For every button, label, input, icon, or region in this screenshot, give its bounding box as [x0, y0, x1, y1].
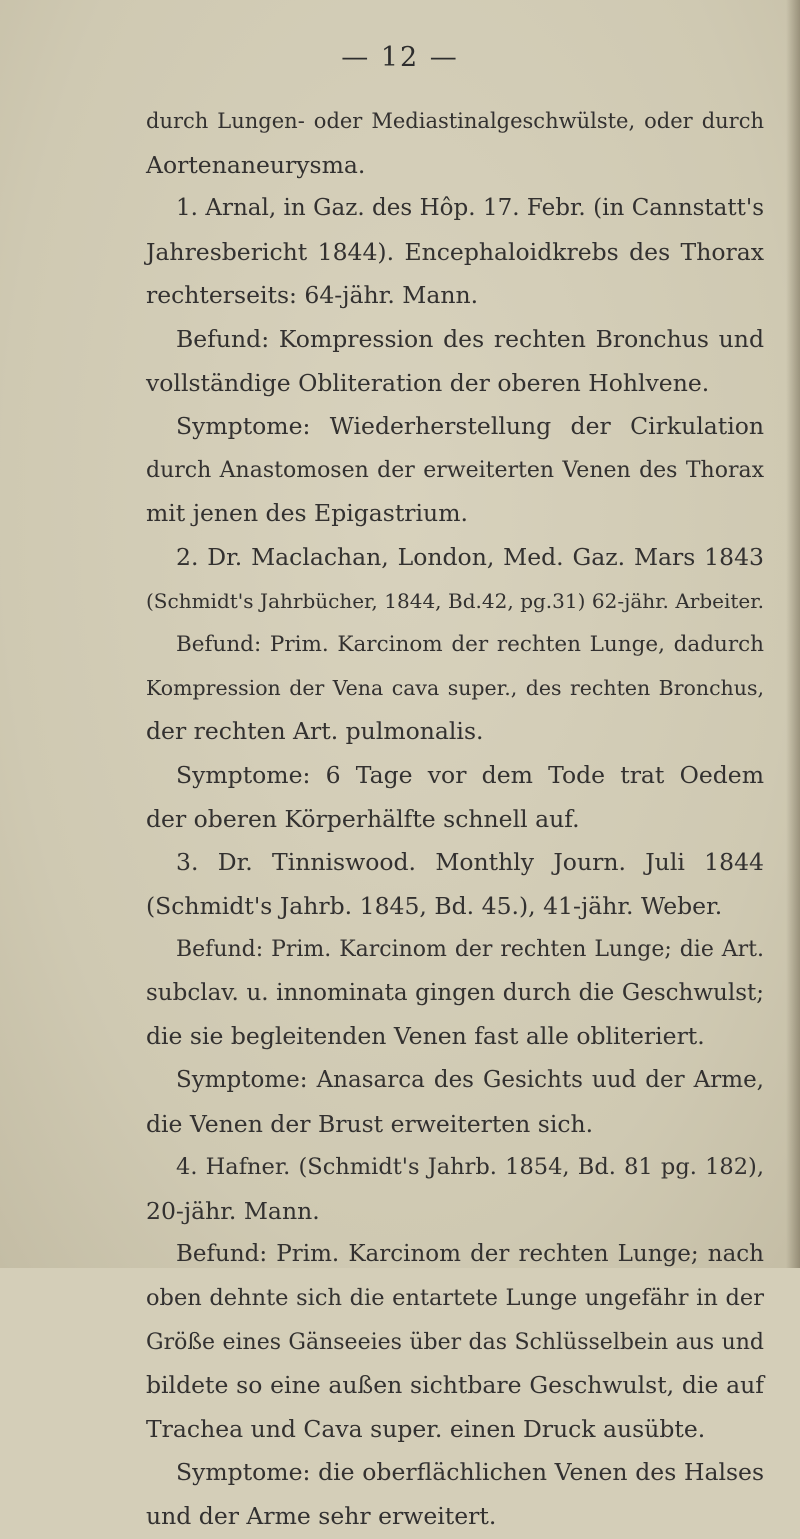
text-line: Befund: Kompression des rechten Bronchus und [176, 324, 764, 353]
text-line: durch Lungen- oder Mediastinalgeschwülste, oder durch [146, 109, 764, 133]
text-line: Trachea und Cava super. einen Druck ausübte. [146, 1414, 706, 1443]
text-line: Befund: Prim. Karcinom der rechten Lunge, dadurch [176, 632, 764, 658]
text-line: Aortenaneurysma. [146, 150, 366, 179]
text-line: vollständige Obliteration der oberen Hohlvene. [146, 368, 710, 397]
text-line: Symptome: Wiederherstellung der Cirkulation [176, 412, 764, 441]
text-line: Befund: Prim. Karcinom der rechten Lunge; nach [176, 1241, 764, 1268]
text-line: Größe eines Gänseeies über das Schlüsselbein aus und [146, 1329, 764, 1355]
text-line: der oberen Körperhälfte schnell auf. [146, 804, 580, 833]
text-line: Symptome: Anasarca des Gesichts uud der Arme, [176, 1067, 764, 1094]
text-line: Jahresbericht 1844). Encephaloidkrebs des Thorax [146, 237, 764, 266]
text-line: Kompression der Vena cava super., des rechten Bronchus, [146, 675, 764, 700]
text-line: 20-jähr. Mann. [146, 1196, 320, 1225]
text-line: mit jenen des Epigastrium. [146, 499, 468, 528]
text-line: subclav. u. innominata gingen durch die Geschwulst; [146, 979, 764, 1006]
text-line: der rechten Art. pulmonalis. [146, 717, 484, 746]
text-line: (Schmidt's Jahrbücher, 1844, Bd.42, pg.31) 62-jähr. Arbeiter. [146, 588, 764, 613]
text-line: durch Anastomosen der erweiterten Venen des Thorax [146, 457, 764, 483]
text-line: Befund: Prim. Karcinom der rechten Lunge; die Art. [176, 937, 764, 963]
page-number: — 12 — [341, 42, 459, 73]
text-line: bildete so eine außen sichtbare Geschwulst, die auf [146, 1371, 764, 1400]
text-line: und der Arme sehr erweitert. [146, 1502, 497, 1530]
text-line: Symptome: die oberflächlichen Venen des Halses [176, 1458, 764, 1487]
text-line: 4. Hafner. (Schmidt's Jahrb. 1854, Bd. 81 pg. 182), [176, 1154, 764, 1181]
text-line: die Venen der Brust erweiterten sich. [146, 1109, 594, 1138]
body-text [146, 100, 764, 1539]
text-line: (Schmidt's Jahrb. 1845, Bd. 45.), 41-jähr. Weber. [146, 891, 723, 920]
text-line: 2. Dr. Maclachan, London, Med. Gaz. Mars 1843 [176, 542, 764, 571]
text-line: Symptome: 6 Tage vor dem Tode trat Oedem [176, 760, 764, 789]
text-line: 1. Arnal, in Gaz. des Hôp. 17. Febr. (in Cannstatt's [176, 195, 764, 222]
text-line: die sie begleitenden Venen fast alle obliteriert. [146, 1022, 705, 1051]
text-line: 3. Dr. Tinniswood. Monthly Journ. Juli 1844 [176, 848, 764, 877]
text-line: oben dehnte sich die entartete Lunge ungefähr in der [146, 1285, 764, 1312]
text-line: rechterseits: 64-jähr. Mann. [146, 281, 479, 310]
